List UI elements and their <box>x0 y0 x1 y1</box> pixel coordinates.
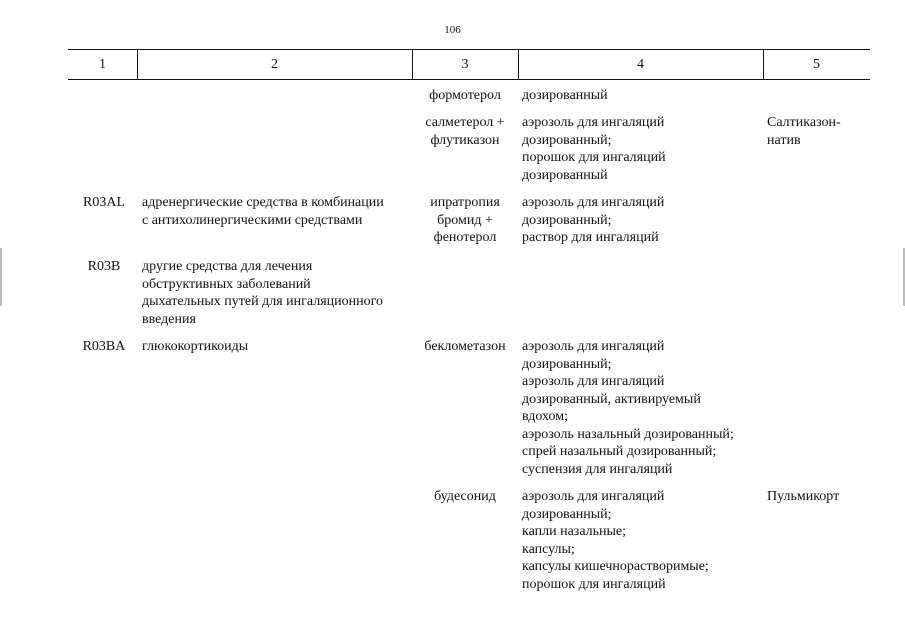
scan-edge-mark <box>0 248 2 306</box>
table-cell-drug: салметерол + флутиказон <box>425 115 505 148</box>
table-cell-dosage-form: аэрозоль для ингаляций дозированный; капли назальные; капсулы; капсулы кишечнорастворимые; порошок для ингаляций <box>522 489 709 592</box>
table-cell-dosage-form: аэрозоль для ингаляций дозированный; порошок для ингаляций дозированный <box>522 115 666 183</box>
page-number: 106 <box>444 24 461 36</box>
table-cell-code: R03B <box>87 259 121 274</box>
table-cell-trade-name: Салтиказон- натив <box>767 115 841 148</box>
table-cell-group: адренергические средства в комбинации с антихолинергическими средствами <box>142 195 384 228</box>
table-cell-drug: беклометазон <box>424 339 506 354</box>
column-header-3: 3 <box>461 57 469 72</box>
table-cell-dosage-form: дозированный <box>522 88 608 103</box>
table-cell-group: глюкокортикоиды <box>142 339 249 354</box>
table-cell-code: R03BA <box>82 339 126 354</box>
table-cell-drug: формотерол <box>429 88 501 103</box>
column-header-1: 1 <box>99 57 106 72</box>
table-cell-dosage-form: аэрозоль для ингаляций дозированный; аэрозоль для ингаляций дозированный, активируемый вдохом; аэрозоль назальный дозированный; спрей назальный дозированный; суспензия для ингаляций <box>522 339 734 477</box>
column-header-5: 5 <box>813 57 820 72</box>
table-header-bottom-rule <box>68 79 870 80</box>
table-cell-drug: будесонид <box>434 489 496 504</box>
table-cell-code: R03AL <box>83 195 125 210</box>
table-cell-trade-name: Пульмикорт <box>767 489 840 504</box>
table-cell-dosage-form: аэрозоль для ингаляций дозированный; раствор для ингаляций <box>522 195 665 245</box>
column-header-4: 4 <box>637 57 644 72</box>
column-header-2: 2 <box>271 57 278 72</box>
table-cell-drug: ипратропия бромид + фенотерол <box>430 195 500 245</box>
table-cell-group: другие средства для лечения обструктивных заболеваний дыхательных путей для ингаляционного введения <box>142 259 384 327</box>
